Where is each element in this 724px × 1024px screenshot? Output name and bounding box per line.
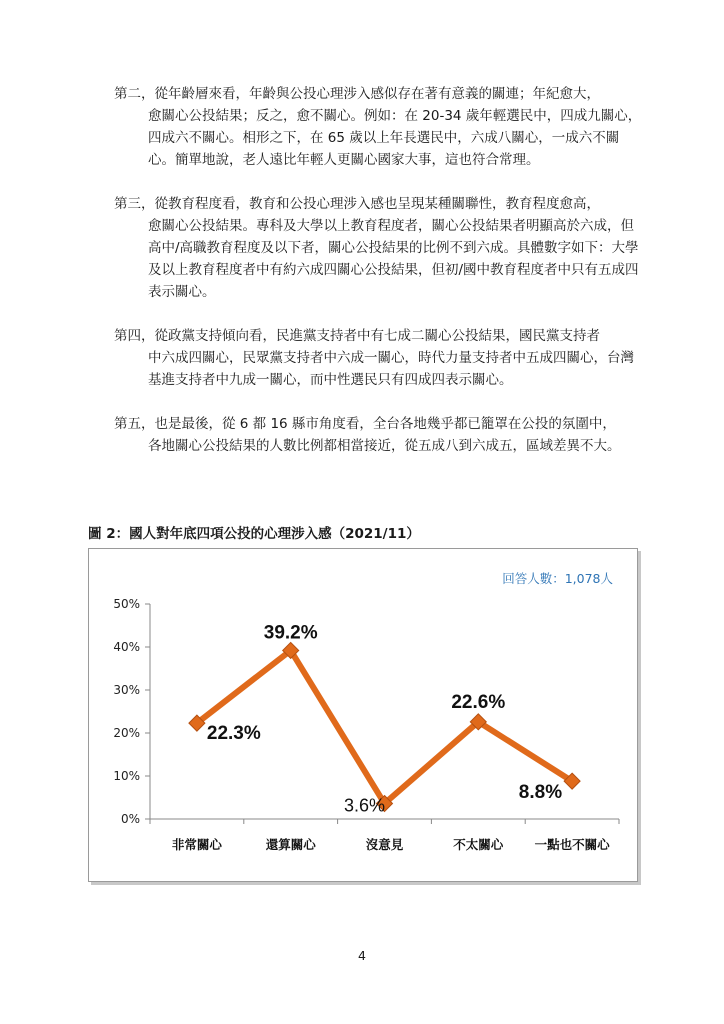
paragraph-lead: 第五，也是最後，從 6 都 16 縣市角度看，全台各地幾乎都已籠罩在公投的氛圍中， xyxy=(114,416,616,432)
data-label: 22.6% xyxy=(451,691,506,713)
paragraph-party xyxy=(114,325,644,391)
y-tick-label: 40% xyxy=(113,640,140,654)
paragraph-lead: 第四，從政黨支持傾向看，民進黨支持者中有七成二關心公投結果，國民黨支持者 xyxy=(114,328,600,344)
figure-caption: 圖 2：國人對年底四項公投的心理涉入感（2021/11） xyxy=(88,526,420,542)
data-label: 39.2% xyxy=(263,622,318,644)
paragraph-age xyxy=(114,83,644,171)
x-category-label: 一點也不關心 xyxy=(534,837,610,852)
y-tick-label: 0% xyxy=(120,812,140,826)
page-number: 4 xyxy=(358,948,366,963)
paragraph-body: 各地關心公投結果的人數比例都相當接近，從五成八到六成五，區域差異不大。 xyxy=(148,438,621,454)
paragraph-region xyxy=(114,413,644,457)
x-category-label: 還算關心 xyxy=(265,837,316,852)
y-tick-label: 50% xyxy=(113,597,140,611)
y-tick-label: 10% xyxy=(113,769,140,783)
data-label: 8.8% xyxy=(518,782,563,804)
data-label: 22.3% xyxy=(206,723,261,745)
data-label: 3.6% xyxy=(343,795,386,816)
chart-frame xyxy=(88,548,638,882)
y-tick-label: 30% xyxy=(113,683,140,697)
paragraph-education xyxy=(114,193,644,303)
paragraph-body: 中六成四關心，民眾黨支持者中六成一關心，時代力量支持者中五成四關心，台灣基進支持者中九成一關心，而中性選民只有四成四表示關心。 xyxy=(148,350,634,388)
respondents-count: 回答人數：1,078人 xyxy=(502,571,613,586)
x-category-label: 非常關心 xyxy=(171,837,222,852)
line-chart xyxy=(89,549,637,881)
paragraph-body: 愈關心公投結果；反之，愈不關心。例如：在 20-34 歲年輕選民中，四成九關心，四成六不關心。相形之下，在 65 歲以上年長選民中，六成八關心，一成六不關心。簡單地說，老人遠比年輕人更關心國家大事，這也符合常理。 xyxy=(148,108,642,168)
paragraph-lead: 第二，從年齡層來看，年齡與公投心理涉入感似存在著有意義的關連；年紀愈大， xyxy=(114,86,600,102)
paragraph-body: 愈關心公投結果。專科及大學以上教育程度者，關心公投結果者明顯高於六成，但高中/高職教育程度及以下者，關心公投結果的比例不到六成。具體數字如下：大學及以上教育程度者中有約六成四關心公投結果，但初/國中教育程度者中只有五成四表示關心。 xyxy=(148,218,639,300)
x-category-label: 不太關心 xyxy=(453,837,504,852)
y-tick-label: 20% xyxy=(113,726,140,740)
paragraph-lead: 第三，從教育程度看，教育和公投心理涉入感也呈現某種關聯性，教育程度愈高， xyxy=(114,196,600,212)
x-category-label: 沒意見 xyxy=(365,837,404,852)
